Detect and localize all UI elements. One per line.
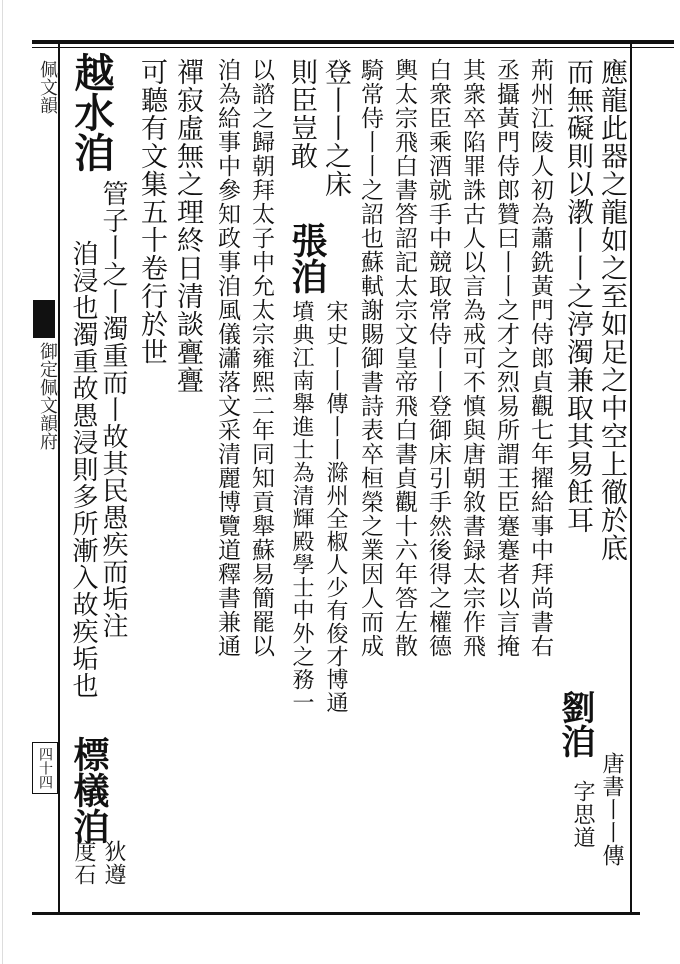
text-column-4: 丞攝黃門侍郎贊曰丨丨之才之烈易所謂王臣蹇蹇者以言掩 (493, 58, 519, 658)
text-column-14: 可聽有文集五十卷行於世 (136, 58, 167, 366)
entry-head-yue: 越水洎 (68, 52, 115, 172)
bottom-border-rule (32, 912, 640, 915)
fish-tail-block (33, 300, 55, 338)
text-column-7: 輿太宗飛白書答詔記太宗文皇帝飛白書貞觀十六年答左散 (391, 58, 417, 658)
folio-number: 四十四 (32, 742, 58, 794)
entry-note-biao: 狄遵 (101, 840, 126, 886)
text-column-10: 則臣豈敢 (286, 58, 317, 170)
left-frame-line (58, 44, 60, 912)
page-edge (2, 0, 3, 964)
text-column-11: 以諮之歸朝拜太子中允太宗雍熙二年同知貢舉蘇易簡罷以 (248, 58, 274, 658)
entry-source-liu: 唐書丨丨傳 (599, 752, 624, 867)
text-column-1: 應龍此器之龍如之至如足之中空上徹於底 (596, 58, 627, 562)
text-column-5: 其衆卒陷罪誅古人以言為戒可不慎與唐朝敘書録太宗作飛 (459, 58, 485, 658)
text-column-8: 騎常侍丨丨之詔也蘇軾謝賜御書詩表卒桓榮之業因人而成 (357, 58, 383, 658)
entry-note-liu: 字思道 (570, 780, 595, 849)
text-column-9: 登丨丨之床 (320, 58, 351, 198)
right-frame-line (630, 44, 632, 912)
text-column-2: 而無礙則以漖丨丨之渟濁兼取其易飪耳 (562, 58, 593, 534)
entry-note-zhang: 墳典江南舉進士為清輝殿學士中外之務一 (289, 300, 314, 714)
margin-title-top: 佩文韻 (37, 60, 58, 114)
text-column-16: 洎浸也濁重故愚浸則多所漸入故疾垢也 (68, 240, 98, 699)
text-column-15: 管子丨之丨濁重而丨故其民愚疾而垢注 (98, 180, 128, 639)
text-column-3: 荊州江陵人初為蕭銑黃門侍郎貞觀七年擢給事中拜尚書右 (527, 58, 553, 658)
entry-head-liu: 劉洎 (555, 690, 595, 758)
entry-source-zhang: 宋史丨丨傳丨丨滁州全椒人少有俊才博通 (323, 300, 348, 714)
top-border-rule (32, 40, 674, 44)
margin-book-title: 御定佩文韻府 (37, 342, 58, 450)
entry-head-zhang: 張洎 (286, 222, 328, 294)
text-column-17: 度石 (71, 840, 96, 886)
text-column-13: 禪寂虛無之理終日清談亹亹 (172, 58, 203, 394)
top-border-rule-thin (32, 47, 674, 48)
entry-head-biao: 標檥洎 (68, 736, 110, 844)
text-column-6: 白衆臣乘酒就手中競取常侍丨丨登御床引手然後得之權德 (425, 58, 451, 658)
text-column-12: 洎為給事中參知政事洎風儀瀟落文采清麗博覽道釋書兼通 (214, 58, 240, 658)
